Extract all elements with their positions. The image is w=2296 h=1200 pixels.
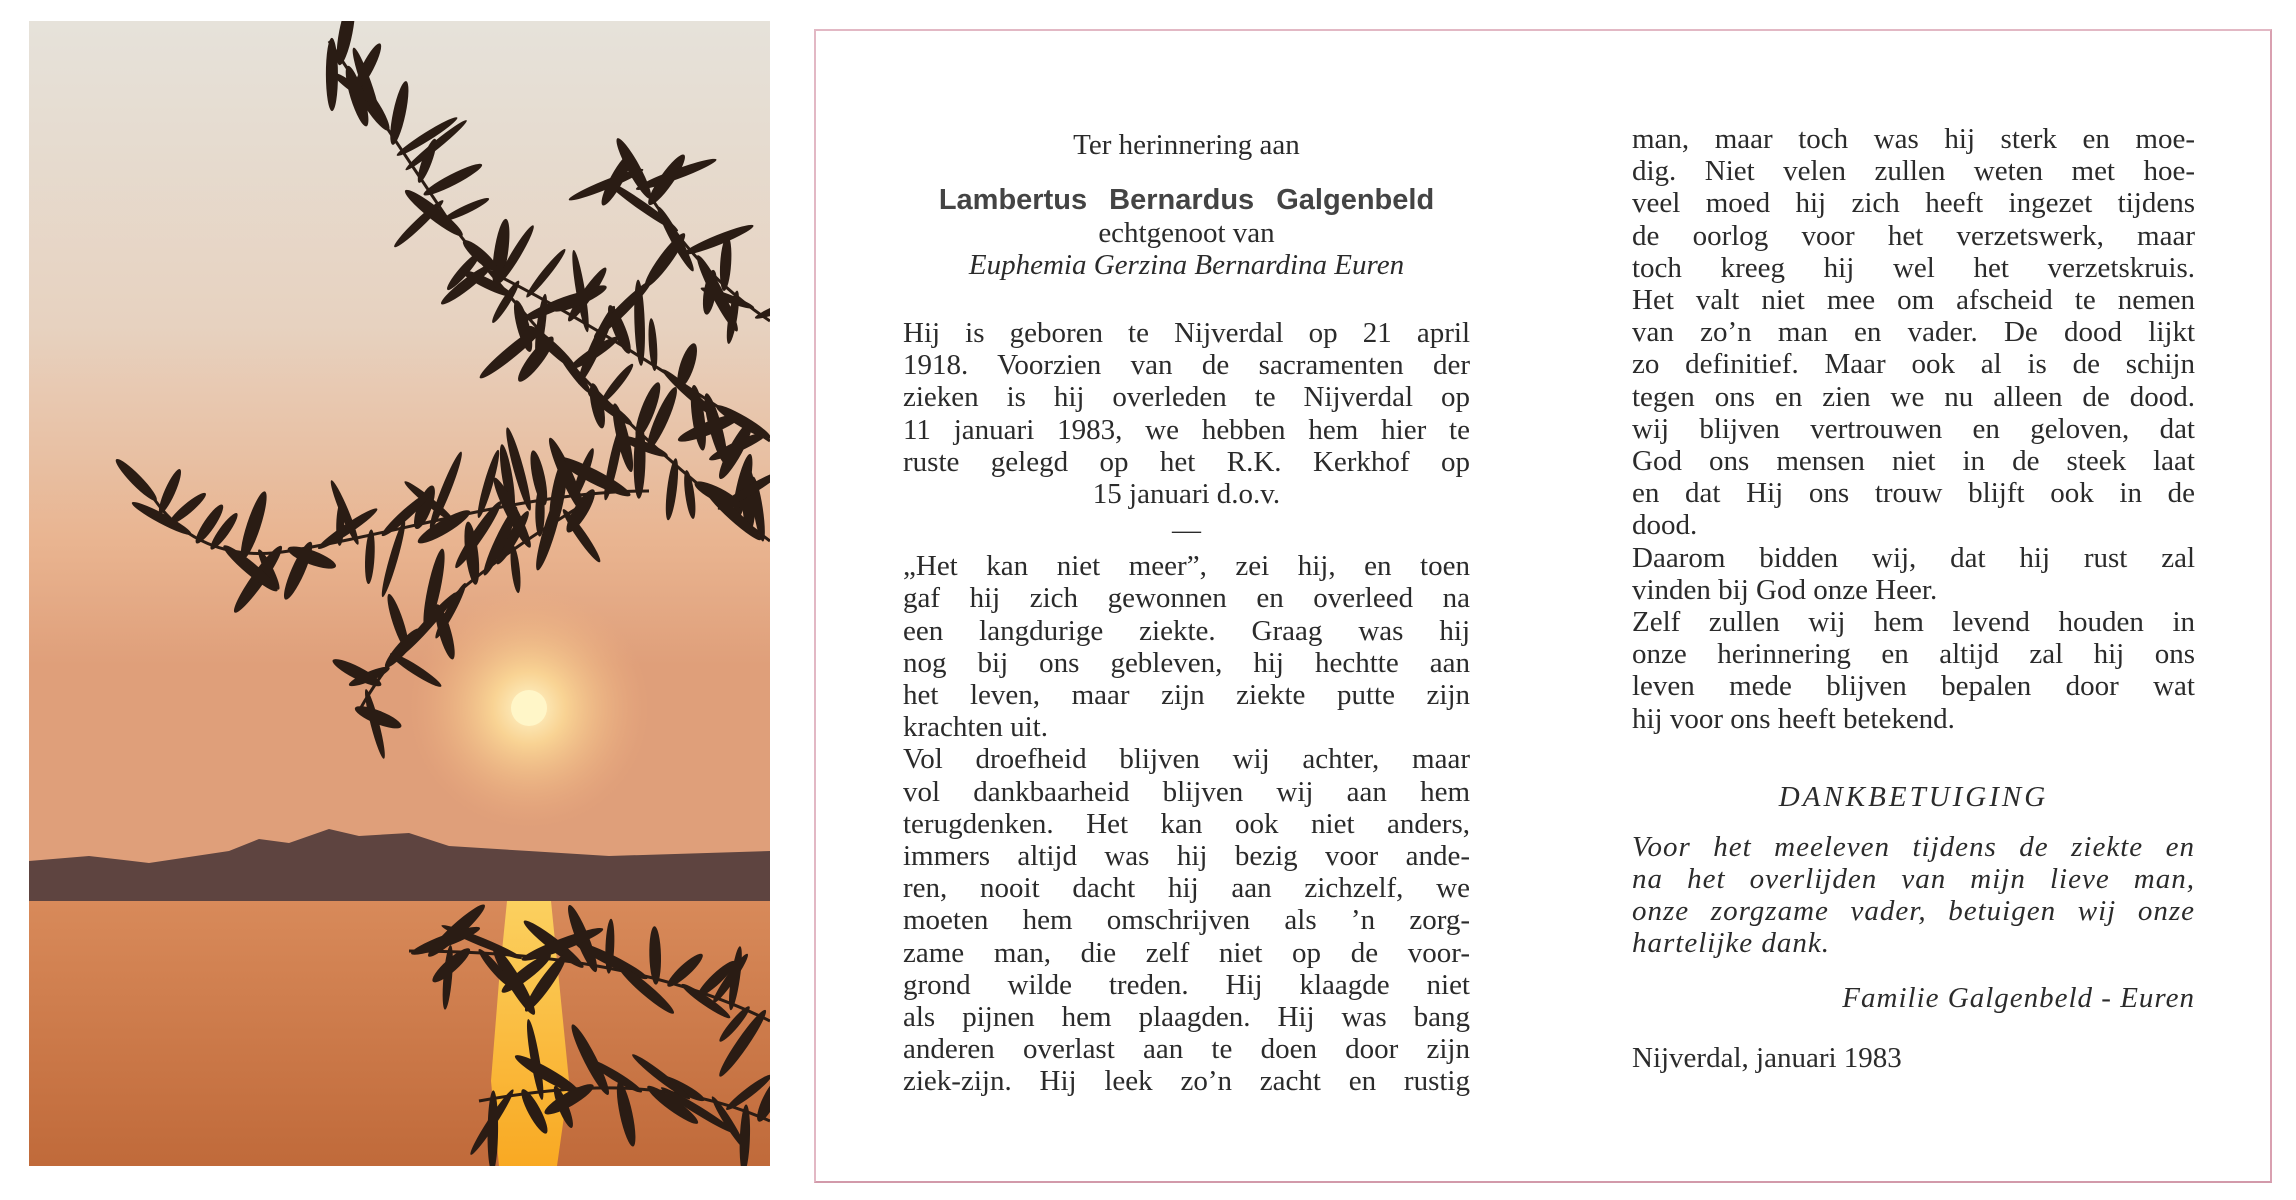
thanks-heading: DANKBETUIGING — [1778, 780, 2049, 813]
text-line: God ons mensen niet in de steek laat — [1632, 445, 2195, 478]
text-line: en dat Hij ons trouw blijft ook in de — [1632, 477, 2195, 510]
text-line: Daarom bidden wij, dat hij rust zal — [1632, 541, 2195, 574]
text-line: onze herinnering en altijd zal hij ons — [1632, 638, 2195, 671]
text-line: leven mede blijven bepalen door wat — [1632, 670, 2195, 703]
text-line: toch kreeg hij wel het verzetskruis. — [1632, 251, 2195, 284]
text-line: dood. — [1632, 509, 1698, 542]
text-line: na het overlijden van mijn lieve man, — [1632, 863, 2195, 896]
text-line: het leven, maar zijn ziekte putte zijn — [903, 679, 1470, 712]
text-line: hij voor ons heeft betekend. — [1632, 702, 1955, 735]
spouse-name: Euphemia Gerzina Bernardina Euren — [968, 249, 1405, 281]
text-line: 1918. Voorzien van de sacramenten der — [903, 349, 1470, 382]
text-line: vol dankbaarheid blijven wij aan hem — [903, 775, 1470, 808]
text-line: Het valt niet mee om afscheid te nemen — [1632, 284, 2195, 317]
text-line: hartelijke dank. — [1632, 927, 1831, 960]
text-line: ziek-zijn. Hij leek zo’n zacht en rustig — [903, 1065, 1470, 1098]
text-line: tegen ons en zien we nu alleen de dood. — [1632, 380, 2195, 413]
text-line: Hij is geboren te Nijverdal op 21 april — [903, 317, 1470, 349]
paragraph-courage — [1632, 123, 2195, 542]
relation-text: echtgenoot van — [1098, 217, 1275, 249]
text-line: nog bij ons gebleven, hij hechtte aan — [903, 646, 1470, 679]
text-line: zo definitief. Maar ook al is de schijn — [1632, 348, 2195, 381]
left-column — [903, 129, 1470, 1098]
text-line: dig. Niet velen zullen weten met hoe- — [1632, 155, 2195, 188]
text-line: ren, nooit dacht hij aan zichzelf, we — [903, 872, 1470, 905]
text-line: veel moed hij zich heeft ingezet tijdens — [1632, 187, 2195, 220]
text-line: de oorlog voor het verzetswerk, maar — [1632, 219, 2195, 252]
signature: Familie Galgenbeld - Euren — [1842, 981, 2195, 1014]
text-line: Voor het meeleven tijdens de ziekte en — [1632, 830, 2195, 863]
thanks-text — [1632, 831, 2195, 960]
text-line: zame man, die zelf niet op de voor- — [903, 936, 1470, 969]
paragraph-memory — [903, 743, 1470, 1097]
paragraph-prayer — [1632, 542, 2195, 606]
text-line: krachten uit. — [903, 711, 1048, 744]
text-line: wij blijven vertrouwen en geloven, dat — [1632, 412, 2195, 445]
text-line: ruste gelegd op het R.K. Kerkhof op — [903, 445, 1470, 478]
text-line: van zo’n man en vader. De dood lijkt — [1632, 316, 2195, 349]
place-date: Nijverdal, januari 1983 — [1632, 1041, 1902, 1074]
birth-paragraph — [903, 317, 1470, 510]
separator: — — [1172, 514, 1201, 547]
right-column — [1632, 123, 2195, 1074]
text-line: „Het kan niet meer”, zei hij, en toen — [903, 550, 1470, 583]
memorial-card — [814, 29, 2272, 1183]
text-line: vinden bij God onze Heer. — [1632, 573, 1938, 606]
sun — [511, 690, 547, 726]
text-line: anderen overlast aan te doen door zijn — [903, 1033, 1470, 1066]
text-line: als pijnen hem plaagden. Hij was bang — [903, 1001, 1470, 1034]
sunset-photo — [29, 21, 770, 1166]
text-line: 11 januari 1983, we hebben hem hier te — [903, 413, 1470, 446]
paragraph-quote — [903, 550, 1470, 743]
text-line: man, maar toch was hij sterk en moe- — [1632, 123, 2195, 155]
text-line: gaf hij zich gewonnen en overleed na — [903, 582, 1470, 615]
text-line: moeten hem omschrijven als ’n zorg- — [903, 904, 1470, 937]
text-line: Zelf zullen wij hem levend houden in — [1632, 606, 2195, 639]
text-line: terugdenken. Het kan ook niet anders, — [903, 807, 1470, 840]
text-line: Vol droefheid blijven wij achter, maar — [903, 743, 1470, 776]
paragraph-remember — [1632, 606, 2195, 735]
text-line: een langdurige ziekte. Graag was hij — [903, 614, 1470, 647]
intro-text: Ter herinnering aan — [1073, 129, 1300, 161]
text-line: zieken is hij overleden te Nijverdal op — [903, 381, 1470, 414]
text-line: grond wilde treden. Hij klaagde niet — [903, 968, 1470, 1001]
text-line: onze zorgzame vader, betuigen wij onze — [1632, 895, 2195, 928]
text-line: 15 januari d.o.v. — [1092, 478, 1281, 511]
deceased-name: Lambertus Bernardus Galgenbeld — [938, 184, 1435, 216]
text-line: immers altijd was hij bezig voor ande- — [903, 840, 1470, 873]
